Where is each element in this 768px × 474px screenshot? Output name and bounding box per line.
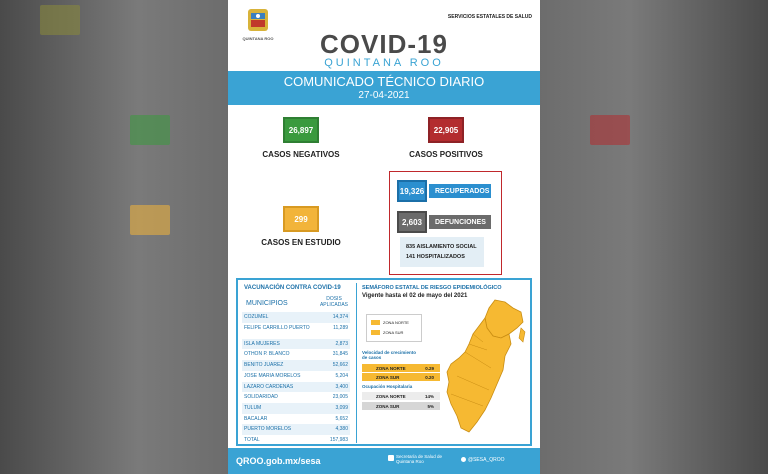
velocidad-norte-row: ZONA NORTE 0.29 bbox=[362, 364, 440, 372]
municipio-cell: SOLIDARIDAD bbox=[244, 394, 278, 401]
estudio-box bbox=[283, 206, 319, 232]
semaforo-title: SEMÁFORO ESTATAL DE RIESGO EPIDEMIOLÓGICO bbox=[362, 285, 502, 291]
defunciones-label: DEFUNCIONES bbox=[429, 215, 491, 229]
dosis-cell: 5,204 bbox=[335, 372, 348, 379]
municipio-cell: LAZARO CARDENAS bbox=[244, 383, 294, 390]
municipio-cell: TOTAL bbox=[244, 437, 260, 443]
dosis-cell: 157,983 bbox=[329, 437, 348, 443]
municipio-cell: COZUMEL bbox=[244, 314, 269, 320]
twitter-icon bbox=[461, 457, 466, 462]
table-row bbox=[242, 414, 350, 425]
poster-header bbox=[228, 0, 540, 68]
page-title: COVID-19 bbox=[320, 29, 448, 59]
dosis-cell: 5,652 bbox=[335, 415, 348, 422]
table-row bbox=[242, 371, 350, 382]
municipios-header: MUNICIPIOS bbox=[246, 300, 288, 307]
ocupacion-sur-row: ZONA SUR 5% bbox=[362, 402, 440, 410]
vaccination-semaforo-panel bbox=[236, 278, 532, 446]
footer-url[interactable]: QROO.gob.mx/sesa bbox=[236, 456, 321, 466]
footer-twitter[interactable]: @SESA_QROO bbox=[468, 457, 505, 463]
dosis-header: DOSIS APLICADAS bbox=[319, 296, 349, 308]
estudio-value: 299 bbox=[294, 214, 308, 224]
dosis-cell: 3,099 bbox=[335, 404, 348, 411]
services-label: SERVICIOS ESTATALES DE SALUD bbox=[447, 14, 532, 20]
table-row bbox=[242, 323, 350, 339]
communique-band bbox=[228, 71, 540, 105]
footer bbox=[228, 448, 540, 474]
poster bbox=[228, 0, 540, 474]
municipio-cell: JOSE MARIA MORELOS bbox=[244, 372, 301, 379]
hospitalizados-text: 141 HOSPITALIZADOS bbox=[406, 254, 465, 260]
negativos-label: CASOS NEGATIVOS bbox=[262, 150, 340, 159]
municipio-cell: TULUM bbox=[244, 404, 262, 411]
blur-left-yellow bbox=[130, 205, 170, 235]
dosis-cell: 31,845 bbox=[332, 351, 348, 358]
dosis-cell: 3,400 bbox=[335, 383, 348, 390]
vaccination-title: VACUNACIÓN CONTRA COVID-19 bbox=[244, 285, 341, 291]
panel-divider bbox=[356, 283, 357, 443]
municipio-cell: OTHON P. BLANCO bbox=[244, 351, 290, 358]
table-row bbox=[242, 349, 350, 360]
dosis-cell: 23,005 bbox=[332, 394, 348, 401]
dosis-cell: 4,380 bbox=[335, 426, 348, 433]
recuperados-label: RECUPERADOS bbox=[429, 184, 491, 198]
estudio-label: CASOS EN ESTUDIO bbox=[261, 238, 341, 247]
communique-date: 27-04-2021 bbox=[358, 90, 410, 101]
page-subtitle: QUINTANA ROO bbox=[324, 57, 444, 69]
blur-left-logo bbox=[40, 5, 80, 35]
aislamiento-text: 835 AISLAMIENTO SOCIAL bbox=[406, 244, 477, 250]
velocidad-sur-row: ZONA SUR 0.20 bbox=[362, 373, 440, 381]
dosis-cell: 14,374 bbox=[332, 314, 348, 320]
table-row bbox=[242, 424, 350, 435]
blur-right-red bbox=[590, 115, 630, 145]
positivos-box bbox=[428, 117, 464, 143]
blur-left-green bbox=[130, 115, 170, 145]
table-row bbox=[242, 435, 350, 446]
municipio-cell: ISLA MUJERES bbox=[244, 340, 280, 347]
defunciones-value: 2,603 bbox=[397, 211, 427, 233]
dosis-cell: 52,662 bbox=[332, 362, 348, 369]
semaforo-vigencia: Vigente hasta el 02 de mayo del 2021 bbox=[362, 293, 468, 299]
table-row bbox=[242, 339, 350, 350]
dosis-cell: 2,873 bbox=[335, 340, 348, 347]
facebook-icon bbox=[388, 455, 394, 461]
communique-title: COMUNICADO TÉCNICO DIARIO bbox=[283, 74, 485, 89]
quintana-roo-map bbox=[443, 298, 531, 436]
legend-sur: ZONA SUR bbox=[371, 330, 403, 335]
table-row bbox=[242, 312, 350, 323]
table-row bbox=[242, 360, 350, 371]
negativos-box bbox=[283, 117, 319, 143]
zone-legend bbox=[366, 314, 422, 342]
municipio-cell: PUERTO MORELOS bbox=[244, 426, 292, 433]
table-row bbox=[242, 392, 350, 403]
recuperados-value: 19,326 bbox=[397, 180, 427, 202]
aislamiento-box bbox=[400, 237, 484, 267]
ocupacion-title: Ocupación Hospitalaria bbox=[362, 384, 413, 389]
ocupacion-norte-row: ZONA NORTE 14% bbox=[362, 392, 440, 400]
dosis-cell: 11,289 bbox=[333, 324, 348, 331]
footer-facebook[interactable]: Secretaría de Salud de Quintana Roo bbox=[396, 454, 443, 464]
municipio-cell: BACALAR bbox=[244, 415, 268, 422]
table-row bbox=[242, 403, 350, 414]
negativos-value: 26,897 bbox=[288, 125, 314, 135]
velocidad-title: Velocidad de crecimiento de casos bbox=[362, 350, 417, 360]
logo-caption: QUINTANA ROO bbox=[242, 36, 274, 41]
positivos-label: CASOS POSITIVOS bbox=[409, 150, 483, 159]
positivos-value: 22,905 bbox=[433, 125, 459, 135]
municipio-cell: BENITO JUAREZ bbox=[244, 362, 284, 369]
table-row bbox=[242, 382, 350, 393]
legend-norte: ZONA NORTE bbox=[371, 320, 409, 325]
municipio-cell: FELIPE CARRILLO PUERTO bbox=[244, 324, 310, 331]
